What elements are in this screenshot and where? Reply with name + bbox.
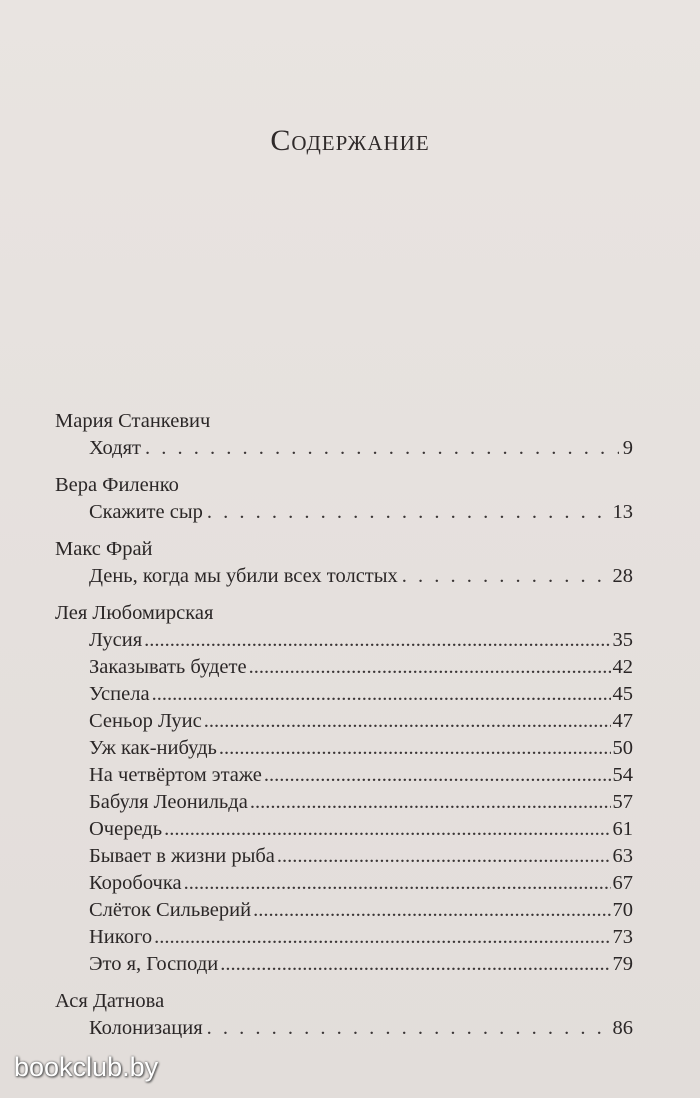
- toc-leader-dots: [152, 681, 611, 708]
- toc-entry-title: Успела: [89, 683, 150, 705]
- toc-leader-dots: [145, 435, 619, 462]
- toc-entry-page: 47: [612, 710, 633, 732]
- toc-leader-dots: [220, 951, 610, 978]
- toc-entry[interactable]: [89, 627, 633, 654]
- toc-entry[interactable]: [89, 762, 633, 789]
- toc-group: [55, 408, 633, 462]
- toc-entry[interactable]: [89, 870, 633, 897]
- toc-entry-title: Слёток Сильверий: [89, 899, 252, 921]
- toc-group: [55, 472, 633, 526]
- toc-entry-title: Бывает в жизни рыба: [89, 845, 275, 867]
- toc-entry-page: 50: [612, 737, 633, 759]
- toc-entry-page: 28: [612, 565, 633, 587]
- toc-group: [55, 536, 633, 590]
- toc-entry[interactable]: [89, 843, 633, 870]
- toc-entry-page: 54: [612, 764, 633, 786]
- toc-leader-dots: [204, 708, 611, 735]
- toc-entry-title: Ходят: [89, 437, 141, 459]
- toc-entry[interactable]: [89, 924, 633, 951]
- toc-entry-page: 67: [612, 872, 633, 894]
- toc-entry-title: День, когда мы убили всех толстых: [89, 565, 398, 587]
- watermark-logo: bookclub.by: [14, 1052, 159, 1082]
- toc-author: Лея Любомирская: [55, 602, 214, 624]
- toc-entry-page: 35: [612, 629, 633, 651]
- toc-entry-page: 45: [612, 683, 633, 705]
- toc-entry-page: 79: [612, 953, 633, 975]
- toc-entry[interactable]: [89, 1015, 633, 1042]
- toc-entry-page: 86: [612, 1017, 633, 1039]
- toc-entry-page: 42: [612, 656, 633, 678]
- toc-group: [55, 600, 633, 978]
- toc-entry[interactable]: [89, 951, 633, 978]
- toc-leader-dots: [184, 870, 611, 897]
- toc-author: Вера Филенко: [55, 474, 179, 496]
- toc-entry-page: 63: [612, 845, 633, 867]
- toc-leader-dots: [264, 762, 611, 789]
- toc-leader-dots: [250, 789, 611, 816]
- table-of-contents: [55, 408, 633, 1052]
- toc-entry[interactable]: [89, 897, 633, 924]
- toc-entry-title: Коробочка: [89, 872, 182, 894]
- toc-entry-title: Очередь: [89, 818, 163, 840]
- toc-entry-page: 9: [622, 437, 633, 459]
- toc-leader-dots: [219, 735, 611, 762]
- toc-author: Мария Станкевич: [55, 410, 211, 432]
- toc-leader-dots: [402, 563, 609, 590]
- toc-entry[interactable]: [89, 681, 633, 708]
- toc-author: Ася Датнова: [55, 990, 165, 1012]
- toc-entry-title: Лусия: [89, 629, 143, 651]
- toc-leader-dots: [207, 1015, 609, 1042]
- toc-entry-page: 61: [612, 818, 633, 840]
- toc-entry-title: Заказывать будете: [89, 656, 247, 678]
- toc-entry-page: 57: [612, 791, 633, 813]
- page-title: Содержание: [270, 124, 430, 157]
- toc-entry[interactable]: [89, 816, 633, 843]
- toc-entry-title: Колонизация: [89, 1017, 203, 1039]
- toc-entry[interactable]: [89, 708, 633, 735]
- toc-group: [55, 988, 633, 1042]
- toc-entry[interactable]: [89, 499, 633, 526]
- toc-entry-page: 13: [612, 501, 633, 523]
- toc-entry-title: Никого: [89, 926, 153, 948]
- toc-entry-title: Уж как-нибудь: [89, 737, 217, 759]
- toc-leader-dots: [277, 843, 611, 870]
- toc-entry-page: 73: [612, 926, 633, 948]
- toc-leader-dots: [154, 924, 610, 951]
- toc-leader-dots: [144, 627, 610, 654]
- toc-author: Макс Фрай: [55, 538, 153, 560]
- toc-entry[interactable]: [89, 735, 633, 762]
- toc-entry-title: На четвёртом этаже: [89, 764, 262, 786]
- toc-leader-dots: [164, 816, 610, 843]
- toc-entry[interactable]: [89, 435, 633, 462]
- toc-entry[interactable]: [89, 654, 633, 681]
- toc-entry-page: 70: [612, 899, 633, 921]
- toc-entry-title: Сеньор Луис: [89, 710, 202, 732]
- toc-leader-dots: [207, 499, 609, 526]
- toc-leader-dots: [253, 897, 610, 924]
- toc-entry-title: Бабуля Леонильда: [89, 791, 248, 813]
- toc-entry-title: Скажите сыр: [89, 501, 203, 523]
- toc-entry-title: Это я, Господи: [89, 953, 219, 975]
- toc-leader-dots: [249, 654, 611, 681]
- toc-entry[interactable]: [89, 563, 633, 590]
- toc-entry[interactable]: [89, 789, 633, 816]
